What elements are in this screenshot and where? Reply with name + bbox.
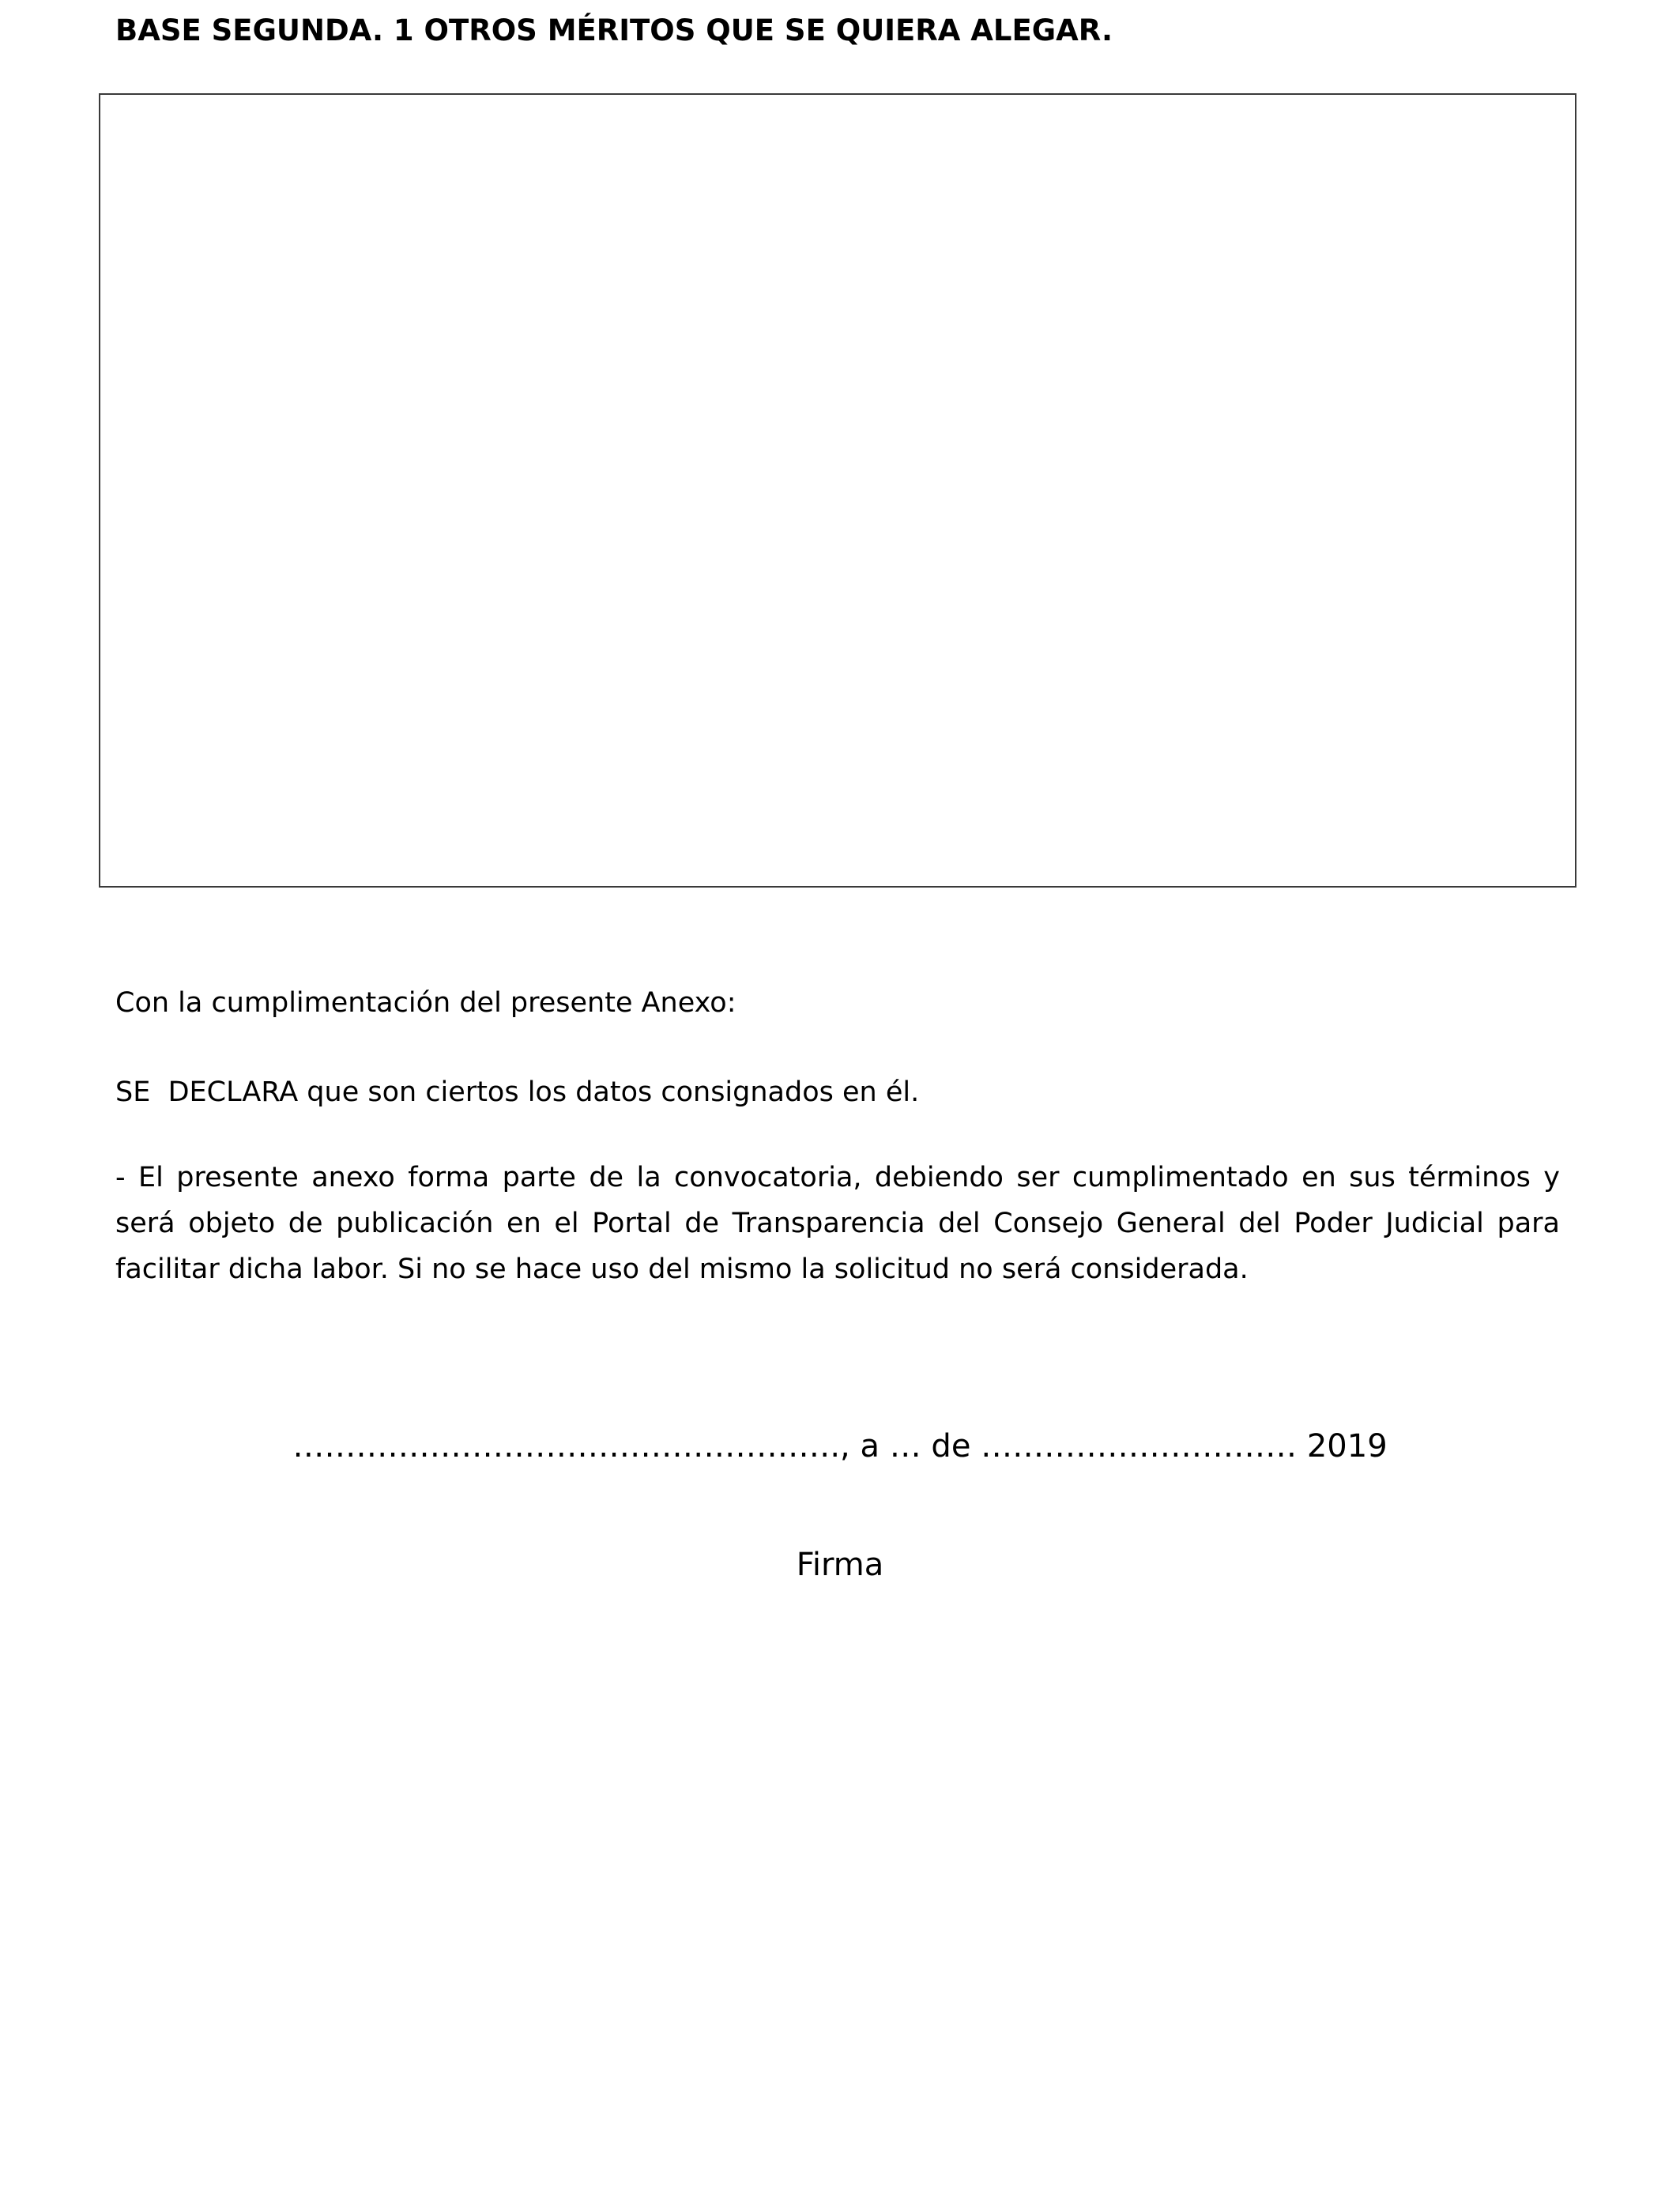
other-merits-field[interactable]: [100, 95, 1575, 886]
notice-text: - El presente anexo forma parte de la convocatoria, debiendo ser cumplimentado en sus términos y será objeto de publicación en el Portal de Transparencia del Consejo General del Poder Judicial para facilitar dicha labor. Si no se hace uso del mismo la solicitud no será considerada.: [115, 1162, 1560, 1285]
page-title: BASE SEGUNDA. 1 OTROS MÉRITOS QUE SE QUIERA ALEGAR.: [115, 13, 1113, 47]
other-merits-box[interactable]: [99, 93, 1576, 888]
declaration-text: SE DECLARA que son ciertos los datos consignados en él.: [115, 1076, 920, 1108]
place-date-line: ……………………………………………., a … de ………………………… 2019: [292, 1428, 1388, 1465]
intro-text: Con la cumplimentación del presente Anexo:: [115, 987, 736, 1019]
signature-label: Firma: [796, 1547, 884, 1583]
